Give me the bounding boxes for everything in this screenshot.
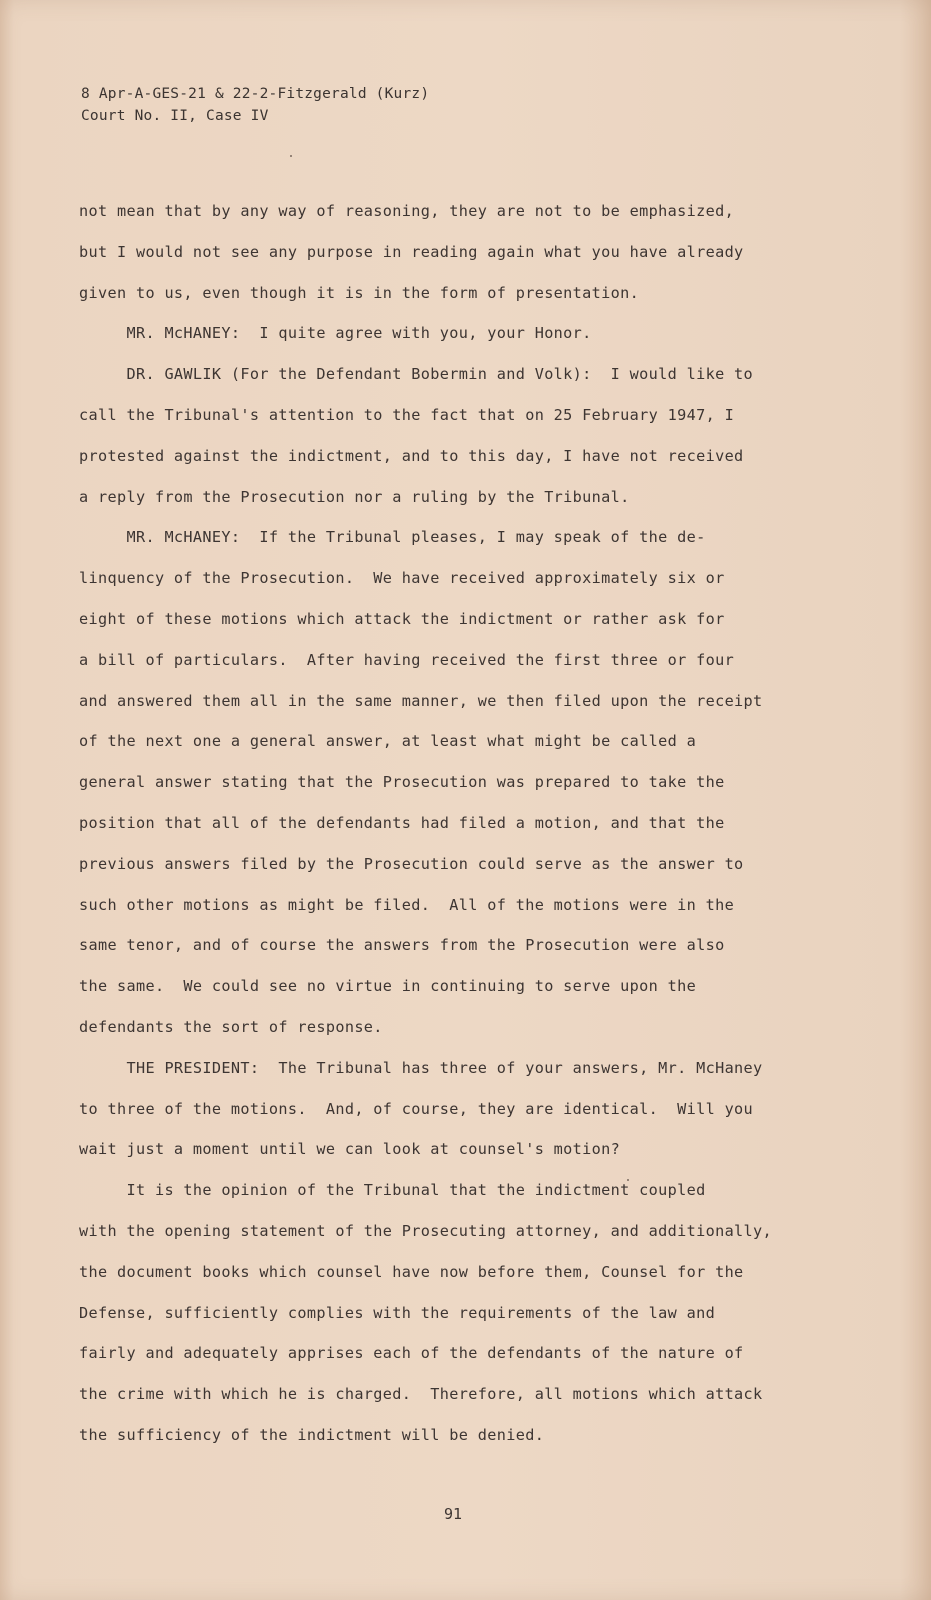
transcript-line: a bill of particulars. After having received the first three or four — [79, 650, 735, 669]
transcript-line: same tenor, and of course the answers from the Prosecution were also — [79, 936, 725, 955]
header-court-line: Court No. II, Case IV — [81, 108, 269, 124]
document-header — [81, 83, 429, 127]
transcript-line: the crime with which he is charged. Therefore, all motions which attack — [79, 1385, 763, 1404]
transcript-line: the document books which counsel have now before them, Counsel for the — [79, 1262, 744, 1281]
page-number: 91 — [444, 1505, 463, 1523]
paper-speck — [290, 155, 292, 157]
transcript-line: a reply from the Prosecution nor a ruling by the Tribunal. — [79, 487, 630, 506]
transcript-line: defendants the sort of response. — [79, 1018, 383, 1036]
transcript-line: call the Tribunal's attention to the fact that on 25 February 1947, I — [79, 406, 735, 424]
transcript-line: such other motions as might be filed. All of the motions were in the — [79, 895, 735, 914]
transcript-line: the sufficiency of the indictment will be denied. — [79, 1426, 545, 1444]
transcript-line: of the next one a general answer, at least what might be called a — [79, 732, 697, 751]
transcript-line: the same. We could see no virtue in continuing to serve upon the — [79, 977, 697, 996]
transcript-line: position that all of the defendants had filed a motion, and that the — [79, 814, 725, 832]
transcript-line: with the opening statement of the Prosecuting attorney, and additionally, — [79, 1222, 773, 1240]
transcript-line: protested against the indictment, and to this day, I have not received — [79, 446, 744, 465]
transcript-line: to three of the motions. And, of course, they are identical. Will you — [79, 1099, 754, 1118]
transcript-line: Defense, sufficiently complies with the requirements of the law and — [79, 1303, 716, 1322]
transcript-line: DR. GAWLIK (For the Defendant Bobermin and Volk): I would like to — [79, 365, 754, 384]
transcript-line: general answer stating that the Prosecution was prepared to take the — [79, 773, 725, 792]
transcript-line: not mean that by any way of reasoning, they are not to be emphasized, — [79, 202, 735, 220]
transcript-line: MR. McHANEY: I quite agree with you, your Honor. — [79, 324, 592, 343]
transcript-line: and answered them all in the same manner, we then filed upon the receipt — [79, 691, 763, 710]
transcript-line: previous answers filed by the Prosecution could serve as the answer to — [79, 854, 744, 873]
header-session-line: 8 Apr-A-GES-21 & 22-2-Fitzgerald (Kurz) — [81, 86, 430, 102]
transcript-line: fairly and adequately apprises each of the defendants of the nature of — [79, 1344, 744, 1363]
transcript-line: It is the opinion of the Tribunal that the indictment coupled — [79, 1181, 706, 1200]
transcript-line: wait just a moment until we can look at counsel's motion? — [79, 1140, 621, 1159]
transcript-line: eight of these motions which attack the indictment or rather ask for — [79, 610, 725, 628]
transcript-line: MR. McHANEY: If the Tribunal pleases, I may speak of the de- — [79, 528, 706, 547]
transcript-line: THE PRESIDENT: The Tribunal has three of your answers, Mr. McHaney — [79, 1058, 763, 1077]
transcript-line: given to us, even though it is in the form of presentation. — [79, 283, 640, 302]
transcript-line: but I would not see any purpose in reading again what you have already — [79, 242, 744, 261]
transcript-line: linquency of the Prosecution. We have received approximately six or — [79, 569, 725, 588]
